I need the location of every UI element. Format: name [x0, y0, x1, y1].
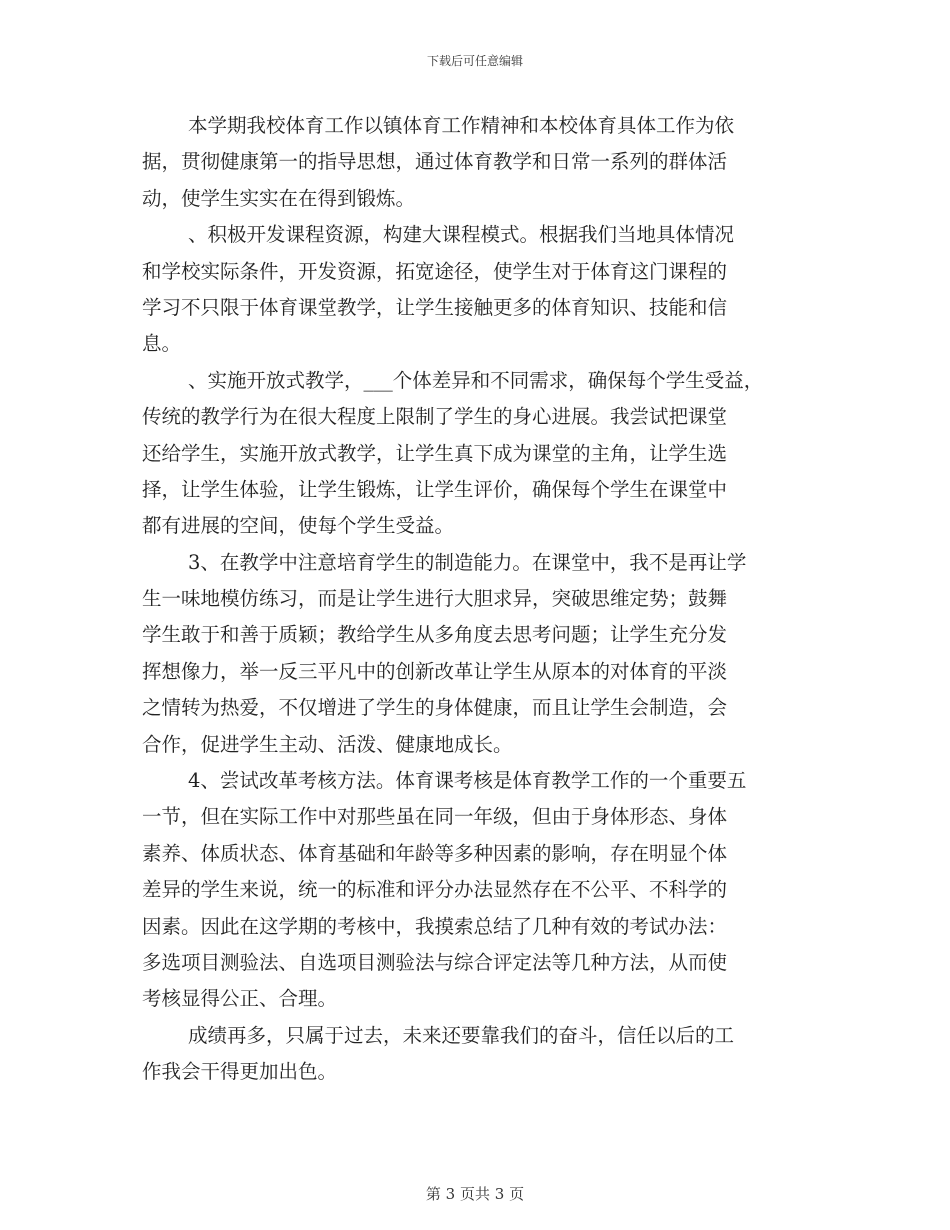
text-line: 挥想像力，举一反三平凡中的创新改革让学生从原本的对体育的平淡	[142, 659, 728, 683]
text-line: 都有进展的空间，使每个学生受益。	[142, 514, 455, 538]
paragraph-assessment	[142, 763, 808, 1018]
text-line: 学习不只限于体育课堂教学，让学生接触更多的体育知识、技能和信	[142, 295, 728, 319]
text-line: 之情转为热爱，不仅增进了学生的身体健康，而且让学生会制造，会	[142, 696, 728, 720]
document-body	[142, 108, 808, 1091]
text-line: 因素。因此在这学期的考核中，我摸索总结了几种有效的考试办法：	[142, 914, 728, 938]
text-line: 和学校实际条件，开发资源，拓宽途径，使学生对于体育这门课程的	[142, 259, 728, 283]
text-line: 合作，促进学生主动、活泼、健康地成长。	[142, 732, 513, 756]
text-line: 差异的学生来说，统一的标准和评分办法显然存在不公平、不科学的	[142, 878, 728, 902]
text-line: 、积极开发课程资源，构建大课程模式。根据我们当地具体情况	[188, 223, 735, 247]
text-line: 考核显得公正、合理。	[142, 987, 338, 1011]
text-line: 传统的教学行为在很大程度上限制了学生的身心进展。我尝试把课堂	[142, 405, 728, 429]
text-line: 学生敢于和善于质颖；教给学生从多角度去思考问题；让学生充分发	[142, 623, 728, 647]
text-line: 、实施开放式教学，___个体差异和不同需求，确保每个学生受益，	[188, 368, 764, 392]
text-line: 生一味地模仿练习，而是让学生进行大胆求异，突破思维定势；鼓舞	[142, 587, 728, 611]
text-line: 择，让学生体验，让学生锻炼，让学生评价，确保每个学生在课堂中	[142, 477, 728, 501]
text-line: 还给学生，实施开放式教学，让学生真下成为课堂的主角，让学生选	[142, 441, 728, 465]
page-header: 下载后可任意编辑	[426, 54, 523, 68]
text-line: 一节，但在实际工作中对那些虽在同一年级，但由于身体形态、身体	[142, 805, 728, 829]
text-line: 息。	[142, 332, 182, 356]
text-line: 3、在教学中注意培育学生的制造能力。在课堂中，我不是再让学	[188, 550, 747, 574]
page-number-footer: 第 3 页共 3 页	[425, 1185, 525, 1203]
text-line: 4、尝试改革考核方法。体育课考核是体育教学工作的一个重要五	[188, 769, 747, 793]
paragraph-closing	[142, 1018, 808, 1091]
text-line: 成绩再多，只属于过去，未来还要靠我们的奋斗，信任以后的工	[188, 1023, 735, 1047]
text-line: 多选项目测验法、自选项目测验法与综合评定法等几种方法，从而使	[142, 950, 728, 974]
paragraph-intro	[142, 108, 808, 217]
text-line: 素养、体质状态、体育基础和年龄等多种因素的影响，存在明显个体	[142, 841, 728, 865]
paragraph-creativity	[142, 545, 808, 763]
paragraph-course-resources	[142, 217, 808, 363]
text-line: 作我会干得更加出色。	[142, 1060, 338, 1084]
paragraph-open-teaching	[142, 363, 808, 545]
text-line: 据，贯彻健康第一的指导思想，通过体育教学和日常一系列的群体活	[142, 150, 728, 174]
text-line: 动，使学生实实在在得到锻炼。	[142, 186, 416, 210]
text-line: 本学期我校体育工作以镇体育工作精神和本校体育具体工作为依	[188, 114, 735, 137]
